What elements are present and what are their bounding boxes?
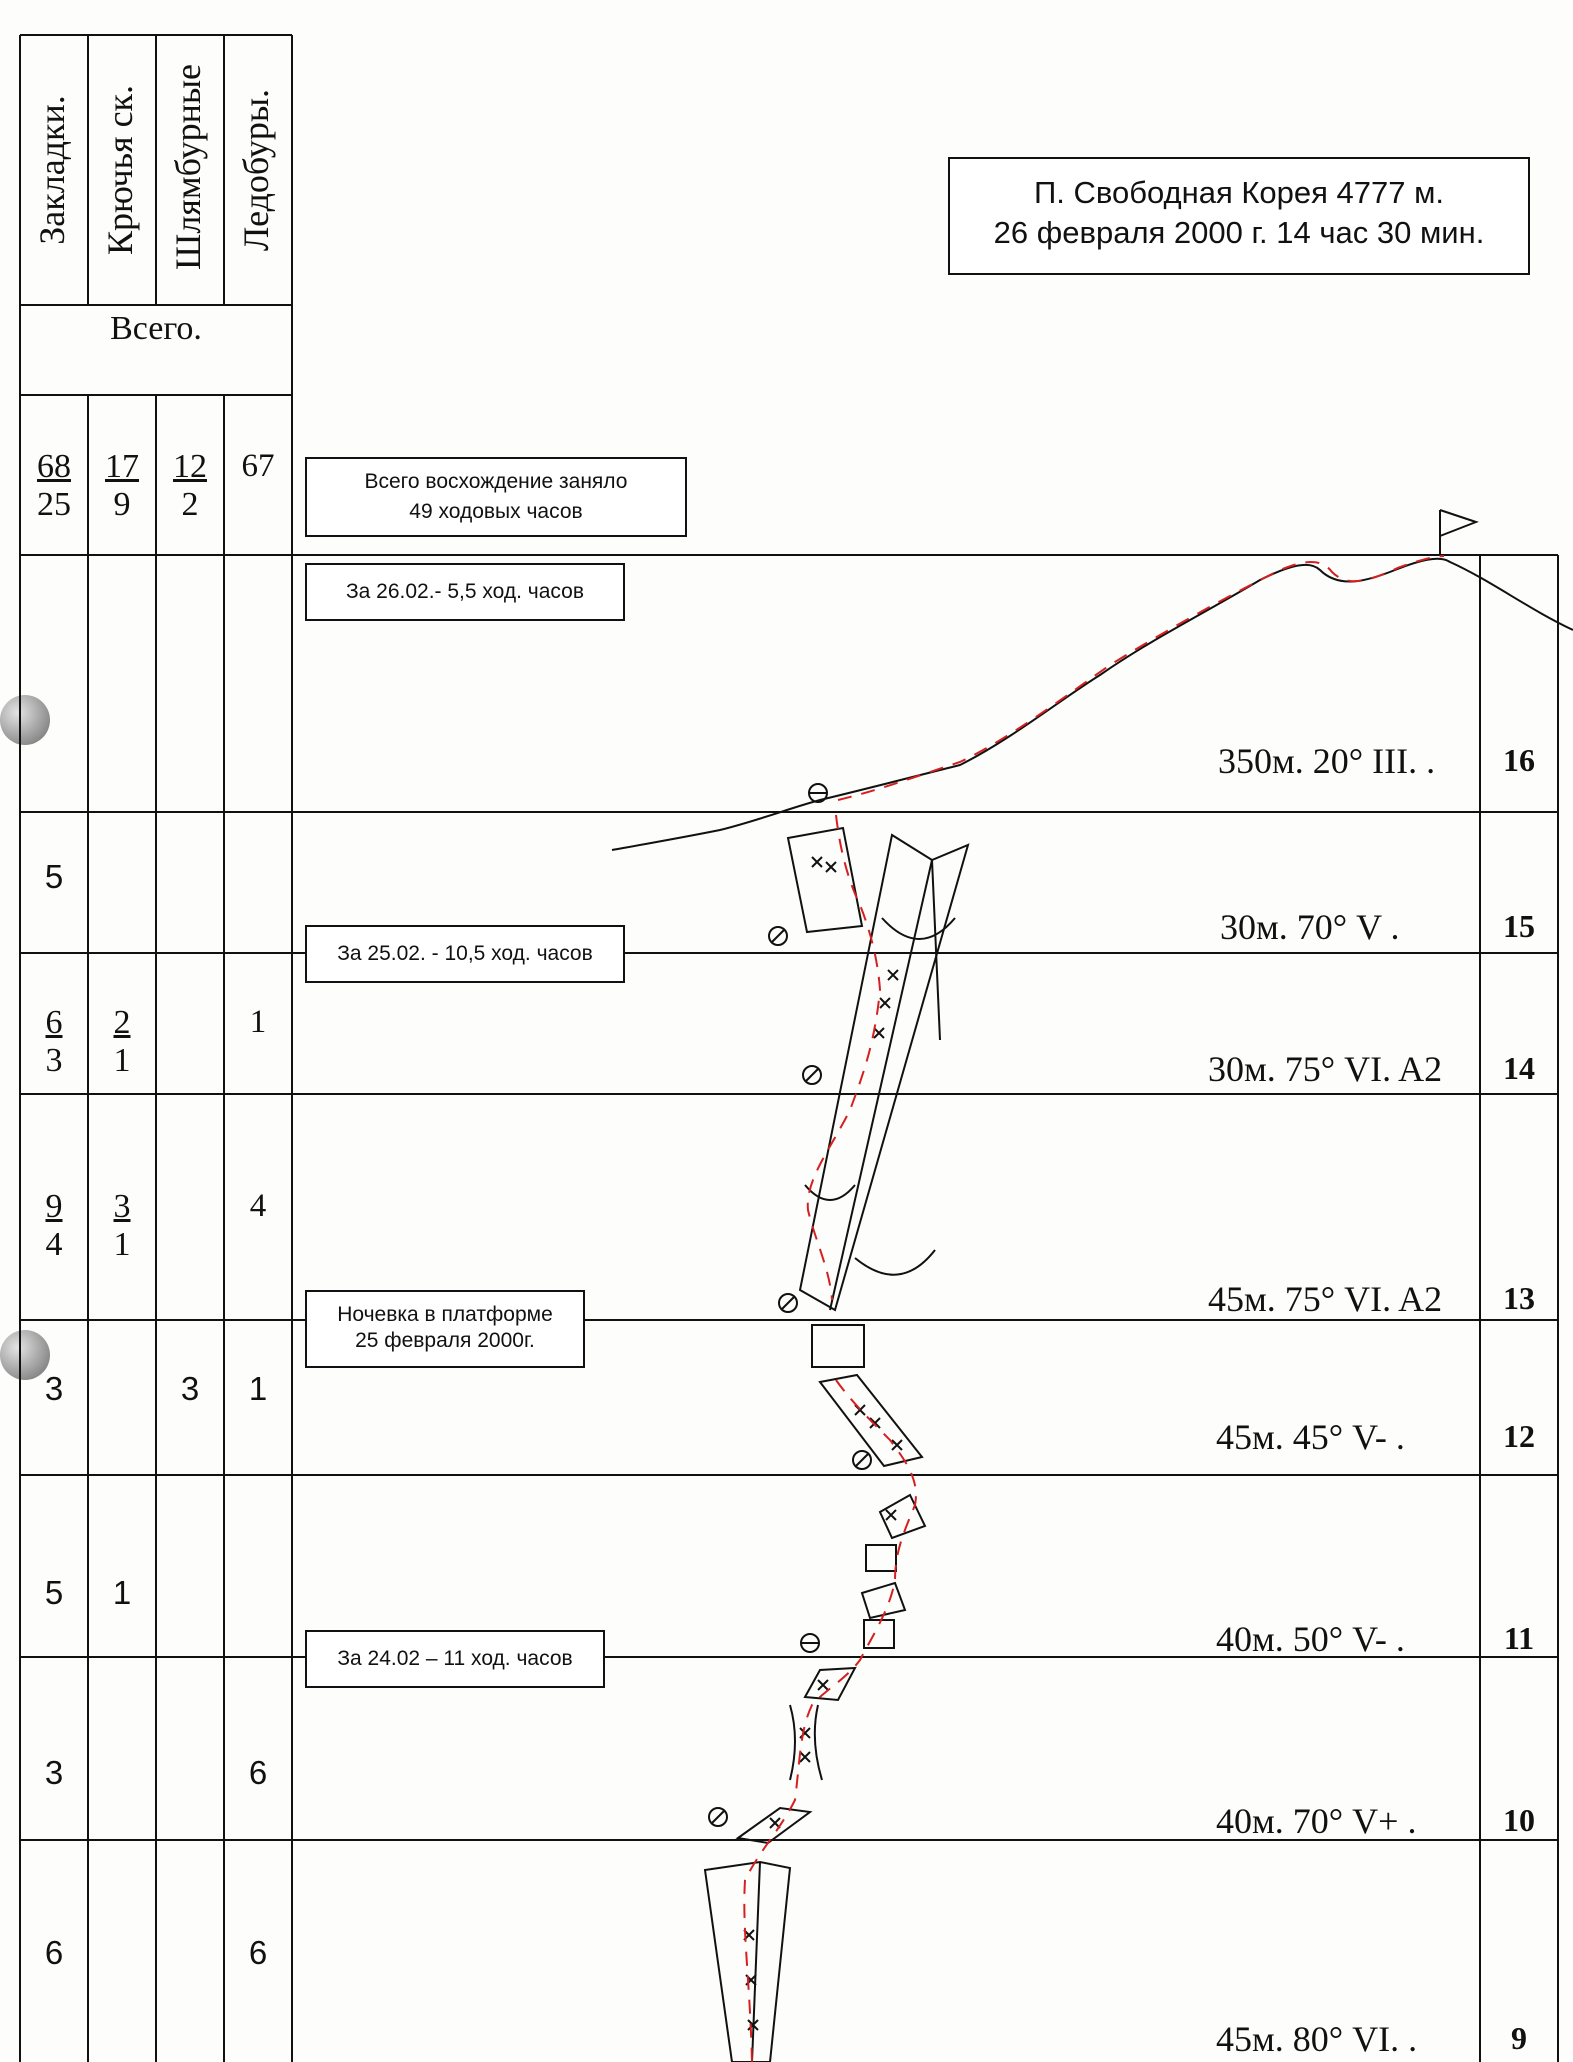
note-day-2502: За 25.02. - 10,5 ход. часов xyxy=(305,925,625,983)
pitch-12-shlyamburnye: 3 xyxy=(180,1370,200,1407)
pitch-11-kryuchya: 1 xyxy=(112,1574,132,1611)
pitch-15-number: 15 xyxy=(1503,908,1535,944)
pitch-14-ledobury: 1 xyxy=(249,1004,267,1040)
pitch-13-kryuchya: $\frac{3}{1}$ xyxy=(113,1188,131,1263)
belay-station-icon xyxy=(779,1294,797,1312)
belay-station-icon xyxy=(809,784,827,802)
belay-station-icon xyxy=(801,1634,819,1652)
total-shlyamburnye: $\frac{12}{2}$ xyxy=(173,448,207,523)
pitch-15-zakladki: 5 xyxy=(44,858,64,895)
note-day-2602: За 26.02.- 5,5 ход. часов xyxy=(305,563,625,621)
title-line-1: П. Свободная Корея 4777 м. xyxy=(1033,175,1445,210)
title-line-2: 26 февраля 2000 г. 14 час 30 мин. xyxy=(993,215,1485,250)
pitch-9-number: 9 xyxy=(1511,2020,1527,2056)
pitch-13-number: 13 xyxy=(1503,1280,1535,1316)
pitch-12-zakladki: 3 xyxy=(44,1370,64,1407)
total-zakladki: $\frac{68}{25}$ xyxy=(37,448,71,523)
pitch-11-zakladki: 5 xyxy=(44,1574,64,1611)
pitch-16-desc: 350м. 20° III. . xyxy=(1218,741,1436,781)
pitch-14-kryuchya: $\frac{2}{1}$ xyxy=(113,1004,131,1079)
pitch-13-desc: 45м. 75° VI. A2 xyxy=(1208,1279,1443,1319)
col-header-shlyamburnye: Шлямбурные xyxy=(168,64,208,270)
col-header-kryuchya: Крючья ск. xyxy=(100,84,140,256)
pitch-10-zakladki: 3 xyxy=(44,1754,64,1791)
col-header-ledobury: Ледобуры. xyxy=(236,88,276,252)
note-day-2402: За 24.02 – 11 ход. часов xyxy=(305,1630,605,1688)
pitch-10-ledobury: 6 xyxy=(248,1754,268,1791)
belay-station-icon xyxy=(803,1066,821,1084)
col-header-zakladki: Закладки. xyxy=(32,95,72,245)
total-kryuchya: $\frac{17}{9}$ xyxy=(105,448,139,523)
pitch-9-zakladki: 6 xyxy=(44,1934,64,1971)
pitch-14-desc: 30м. 75° VI. A2 xyxy=(1208,1049,1443,1089)
belay-station-icon xyxy=(853,1451,871,1469)
pitch-13-zakladki: $\frac{9}{4}$ xyxy=(45,1188,63,1263)
pitch-12-ledobury: 1 xyxy=(248,1370,268,1407)
note-bivouac: Ночевка в платформе 25 февраля 2000г. xyxy=(305,1290,585,1368)
pitch-9-ledobury: 6 xyxy=(248,1934,268,1971)
pitch-11-number: 11 xyxy=(1503,1620,1535,1656)
note-total-time: Всего восхождение заняло 49 ходовых часов xyxy=(305,457,687,537)
pitch-16-number: 16 xyxy=(1503,742,1535,778)
total-label: Всего. xyxy=(110,310,202,347)
pitch-11-desc: 40м. 50° V- . xyxy=(1216,1619,1405,1659)
pitch-15-desc: 30м. 70° V . xyxy=(1220,907,1400,947)
pitch-10-desc: 40м. 70° V+ . xyxy=(1216,1801,1417,1841)
pitch-14-number: 14 xyxy=(1503,1050,1535,1086)
pitch-13-ledobury: 4 xyxy=(249,1188,267,1224)
pitch-10-number: 10 xyxy=(1503,1802,1535,1838)
belay-station-icon xyxy=(769,927,787,945)
pitch-9-desc: 45м. 80° VI. . xyxy=(1216,2019,1418,2059)
title-box xyxy=(948,157,1530,275)
pitch-12-desc: 45м. 45° V- . xyxy=(1216,1417,1405,1457)
pitch-14-zakladki: $\frac{6}{3}$ xyxy=(45,1004,63,1079)
pitch-12-number: 12 xyxy=(1503,1418,1535,1454)
total-ledobury: 67 xyxy=(241,448,275,484)
belay-station-icon xyxy=(709,1808,727,1826)
